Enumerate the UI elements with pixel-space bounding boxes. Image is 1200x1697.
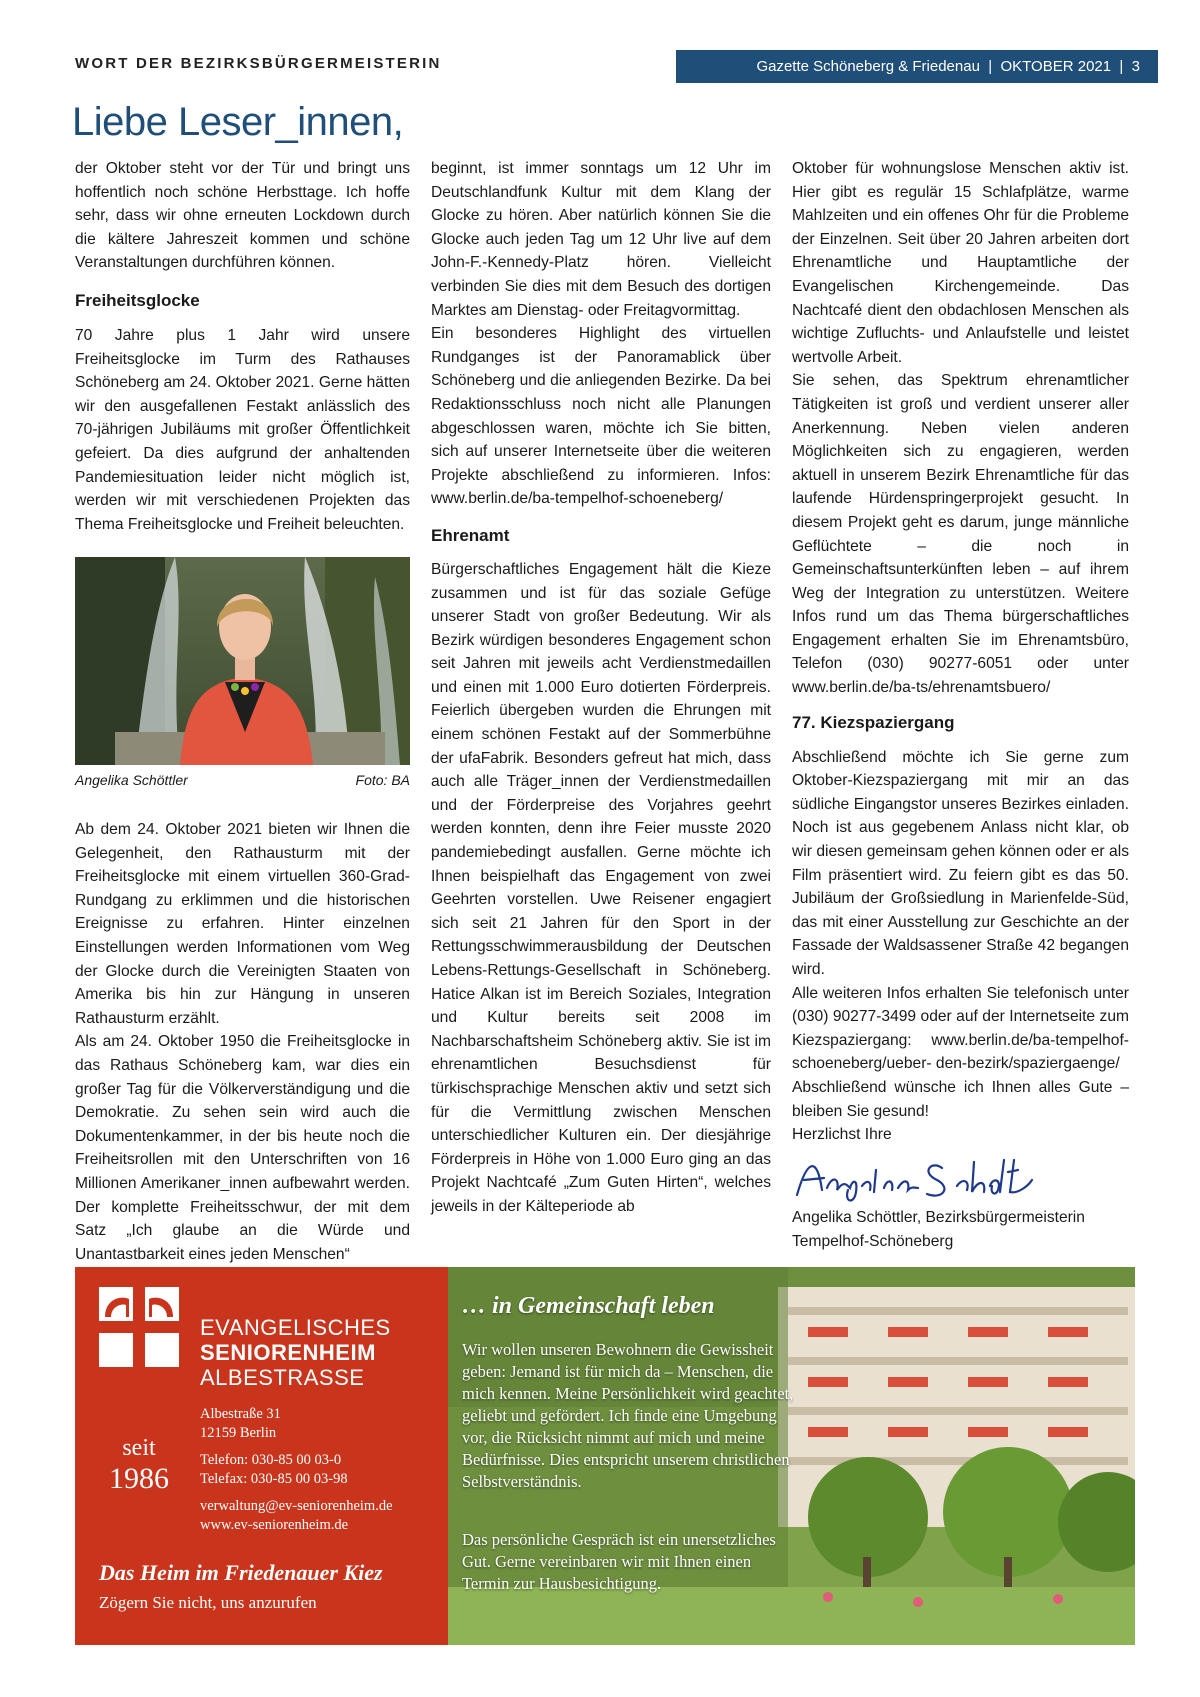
ad-slogan: Das Heim im Friedenauer Kiez <box>99 1560 383 1585</box>
nachtcafe-paragraph: Oktober für wohnungslose Menschen aktiv ist. Hier gibt es regulär 15 Schlafplätze, warme Mahlzeiten und ein offenes Ohr für die Probleme der Einzelnen. Seit über 20 Jahren arbeiten dort Ehrenamtliche und Hauptamtliche der Evangelischen Kirchengemeinde. Das Nachtcafé dient den obdachlosen Menschen als wichtige Zufluchts- und Anlaufstelle und leistet wertvolle Arbeit. <box>792 160 1129 366</box>
advertisement <box>75 1267 1135 1645</box>
intro-paragraph: der Oktober steht vor der Tür und bringt uns hoffentlich noch schöne Herbsttage. Ich hoffe sehr, dass wir ohne erneuten Lockdown durch die kältere Jahreszeit kommen und schöne Veranstaltungen durchführen können. <box>75 160 410 272</box>
since-year: 1986 <box>109 1462 169 1495</box>
column-2 <box>431 157 771 1219</box>
fax-number: Telefax: 030-85 00 03-98 <box>200 1471 348 1487</box>
phone-number: Telefon: 030-85 00 03-0 <box>200 1452 342 1468</box>
ad-headline: … in Gemeinschaft leben <box>462 1293 715 1319</box>
portrait-photo <box>75 557 410 765</box>
publication-bar <box>676 50 1158 83</box>
since-badge <box>99 1427 179 1507</box>
infos-paragraph: Alle weiteren Infos erhalten Sie telefonisch unter (030) 90277-3499 oder auf der Internetseite zum Kiezspaziergang: www.berlin.de/ba-tempelhof-schoeneberg/ueber- den-bezirk/spaziergaenge/ <box>792 984 1129 1073</box>
signature-block <box>792 1206 1132 1253</box>
signature-name: Angelika Schöttler, Bezirksbürgermeisterin <box>792 1209 1085 1226</box>
column-1 <box>75 157 410 536</box>
email-address: verwaltung@ev-seniorenheim.de <box>200 1498 393 1514</box>
ad-photo-panel <box>448 1267 1135 1645</box>
page-title: Liebe Leser_innen, <box>72 100 404 144</box>
rundgang-paragraph: Ab dem 24. Oktober 2021 bieten wir Ihnen die Gelegenheit, den Rathausturm mit der Freiheitsglocke mit einem virtuellen 360-Grad-Rundgang zu erklimmen und die historischen Ereignisse zu erfahren. Hinter einzelnen Einstellungen werden Informationen vom Weg der Glocke durch die Vereinigten Staaten von Amerika bis hin zur Hängung in unseren Rathausturm erzählt. <box>75 821 410 1027</box>
closing-paragraph: Abschließend wünsche ich Ihnen alles Gute – bleiben Sie gesund! <box>792 1078 1129 1120</box>
ad-body-2: Das persönliche Gespräch ist ein unersetzliches Gut. Gerne vereinbaren wir mit Ihnen einen Termin zur Hausbesichtigung. <box>462 1530 776 1593</box>
ad-info-panel <box>75 1267 448 1645</box>
greeting: Herzlichst Ihre <box>792 1126 892 1143</box>
heading-freiheitsglocke: Freiheitsglocke <box>75 290 200 310</box>
caption-name: Angelika Schöttler <box>75 772 188 788</box>
address-street: Albestraße 31 <box>200 1406 281 1422</box>
heading-kiezspaziergang: 77. Kiezspaziergang <box>792 712 955 732</box>
section-label: WORT DER BEZIRKSBÜRGERMEISTERIN <box>75 55 442 72</box>
church-cross-logo <box>99 1287 179 1367</box>
glocke-continued-paragraph: beginnt, ist immer sonntags um 12 Uhr im Deutschlandfunk Kultur mit dem Klang der Glocke zu hören. Aber natürlich können Sie die Glocke auch jeden Tag um 12 Uhr live auf dem John-F.-Kennedy-Platz hören. Vielleicht verbinden Sie dies mit dem Besuch des dortigen Marktes am Dienstag- oder Freitagvormittag. <box>431 160 771 319</box>
column-1-continued <box>75 818 410 1266</box>
history-paragraph: Als am 24. Oktober 1950 die Freiheitsglocke in das Rathaus Schöneberg kam, war dies ein großer Tag für die Völkerverständigung und die Demokratie. Zu sehen sein wird auch die Dokumentenkammer, in der bis heute noch die Freiheitsrollen mit den Unterschriften von 16 Millionen Amerikaner_innen aufbewahrt werden. Der komplette Freiheitsschwur, der mit dem Satz „Ich glaube an die Würde und Unantastbarkeit eines jeden Menschen“ <box>75 1033 410 1263</box>
ad-call-to-action: Zögern Sie nicht, uns anzurufen <box>99 1593 317 1612</box>
brand-line-1: EVANGELISCHES <box>200 1315 391 1340</box>
spektrum-paragraph: Sie sehen, das Spektrum ehrenamtlicher Tätigkeiten ist groß und verdient unserer aller Anerkennung. Neben vielen anderen Möglichkeiten sich zu engagieren, werden aktuell in unserem Bezirk Ehrenamtliche für das laufende Hürdenspringerprojekt gesucht. In diesem Projekt geht es darum, junge männliche Geflüchtete – die noch in Gemeinschaftsunterkünften leben – auf ihrem Weg der Integration zu unterstützen. Weitere Infos rund um das Thema bürgerschaftliches Engagement erhalten Sie im Ehrenamtsbüro, Telefon (030) 90277-6051 oder unter www.berlin.de/ba-ts/ehrenamtsbuero/ <box>792 372 1129 697</box>
ad-body-1: Wir wollen unseren Bewohnern die Gewissheit geben: Jemand ist für mich da – Menschen, die mich kennen. Meine Persönlichkeit wird geachtet, geliebt und gefördert. Ich finde eine Umgebung vor, die Rücksicht nimmt auf mich und meine Bedürfnisse. Dies entspricht unserem christlichen Selbstverständnis. <box>462 1340 794 1491</box>
publication-info: Gazette Schöneberg & Friedenau | OKTOBER 2021 | 3 <box>756 58 1140 75</box>
photo-caption <box>75 772 410 788</box>
brand-line-2: SENIORENHEIM <box>200 1340 376 1365</box>
kiezspaziergang-paragraph: Abschließend möchte ich Sie gerne zum Oktober-Kiezspaziergang mit mir an das südliche Eingangstor unseres Bezirkes einladen. Noch ist aus gegebenem Anlass nicht klar, ob wir diesen gemeinsam gehen können oder er als Film präsentiert wird. Zu feiern gibt es das 50. Jubiläum der Großsiedlung in Marienfelde-Süd, das mit einer Ausstellung zur Geschichte an der Fassade der Waldsassener Straße 42 begangen wird. <box>792 748 1129 978</box>
brand-line-3: ALBESTRASSE <box>200 1365 365 1390</box>
signature-image <box>792 1150 1062 1204</box>
heading-ehrenamt: Ehrenamt <box>431 525 510 545</box>
column-3 <box>792 157 1129 1123</box>
signature-place: Tempelhof-Schöneberg <box>792 1232 954 1250</box>
address-city: 12159 Berlin <box>200 1425 277 1441</box>
highlight-paragraph: Ein besonderes Highlight des virtuellen Rundganges ist der Panoramablick über Schöneberg und die anliegenden Bezirke. Da bei Redaktionsschluss noch nicht alle Planungen abgeschlossen waren, möchte ich Sie bitten, sich auf unserer Internetseite über die weiteren Projekte abschließend zu informieren. Infos: www.berlin.de/ba-tempelhof-schoeneberg/ <box>431 325 771 508</box>
caption-credit: Foto: BA <box>355 772 410 788</box>
since-label: seit <box>122 1435 156 1461</box>
portrait-image <box>75 557 410 765</box>
freiheitsglocke-paragraph: 70 Jahre plus 1 Jahr wird unsere Freiheitsglocke im Turm des Rathauses Schöneberg am 24. Oktober 2021. Gerne hätten wir den ausgefallenen Festakt anlässlich des 70-jährigen Jubiläums mit großer Öffentlichkeit gefeiert. Da dies aufgrund der anhaltenden Pandemiesituation leider nicht möglich ist, werden wir mit verschiedenen Projekten das Thema Freiheitsglocke und Freiheit beleuchten. <box>75 326 410 533</box>
ehrenamt-paragraph: Bürgerschaftliches Engagement hält die Kieze zusammen und ist für das soziale Gefüge unserer Stadt von großer Bedeutung. Wir als Bezirk würdigen besonderes Engagement schon seit Jahren mit jeweils acht Verdienstmedaillen und einen mit 1.000 Euro dotierten Förderpreis. Feierlich übergeben wurden die Ehrungen mit einem schönen Festakt auf der Sommerbühne der ufaFabrik. Besonders gefreut hat mich, dass auch alle Träger_innen der Verdienstmedaillen und der Förderpreise des Vorjahres geehrt werden konnten, denn ihre Feier musste 2020 pandemiebedingt ausfallen. Gerne möchte ich Ihnen beispielhaft das Engagement von zwei Geehrten vorstellen. Uwe Reisener engagiert sich seit 21 Jahren für den Sport in der Rettungsschwimmerausbildung der Deutschen Lebens-Rettungs-Gesellschaft in Schöneberg. Hatice Alkan ist im Bereich Soziales, Integration und Kultur bereits seit 2008 im Nachbarschaftsheim Schöneberg aktiv. Sie ist im ehrenamtlichen Besuchsdienst für türkischsprachige Menschen aktiv und setzt sich für die Vermittlung zwischen Menschen unterschiedlicher Kulturen ein. Der diesjährige Förderpreis in Höhe von 1.000 Euro ging an das Projekt Nachtcafé „Zum Guten Hirten“, welches jeweils in der Kälteperiode ab <box>431 560 771 1215</box>
website: www.ev-seniorenheim.de <box>200 1517 349 1533</box>
